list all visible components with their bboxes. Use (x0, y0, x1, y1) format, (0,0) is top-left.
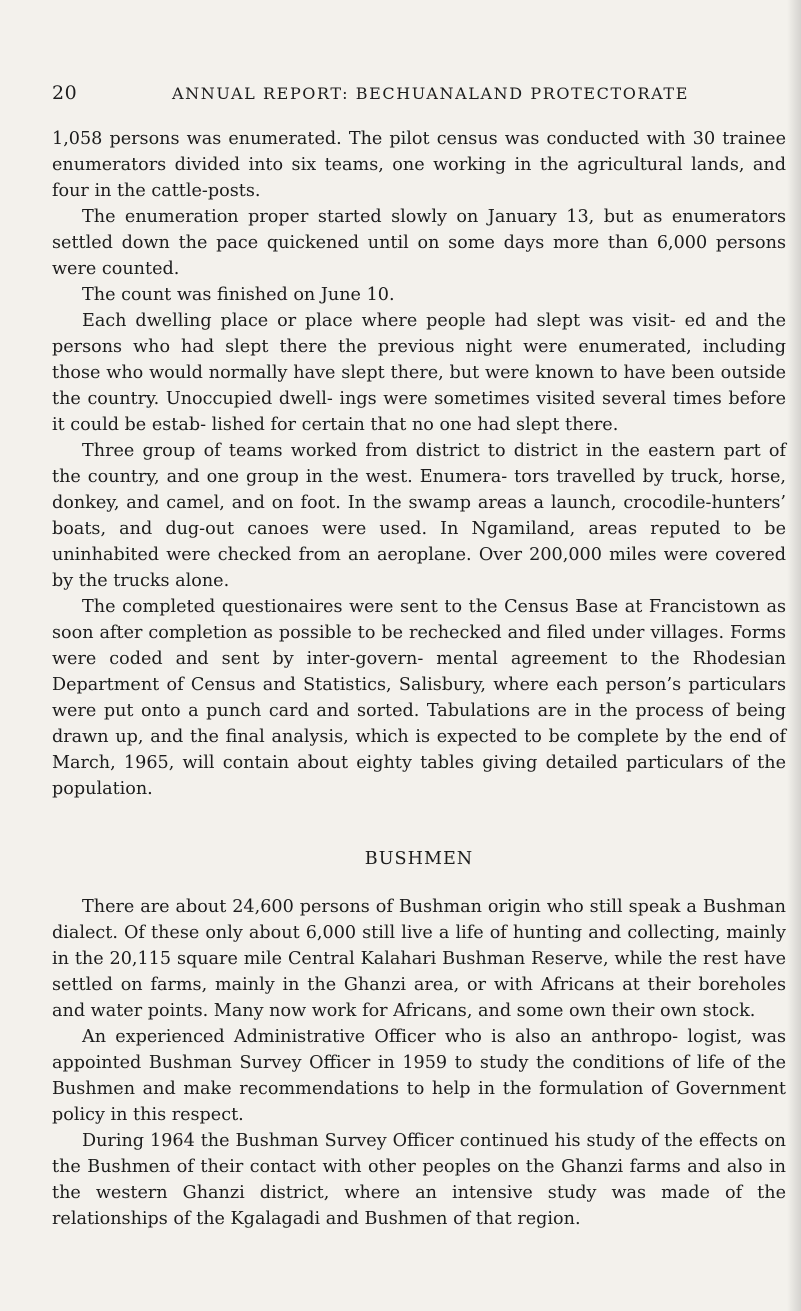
paragraph-continuation: 1,058 persons was enumerated. The pilot census was conducted with 30 trainee enumerators divided into six teams, one working in the agricultural lands, and four in the cattle-posts. (52, 129, 786, 201)
paragraph-bushman-population: There are about 24,600 persons of Bushman origin who still speak a Bushman dialect. Of these only about 6,000 still live a life of hunting and collecting, mainly in the 20,115 square mile Central Kalahari Bushman Reserve, while the rest have settled on farms, mainly in the Ghanzi area, or with Africans at their boreholes and water points. Many now work for Africans, and some own their own stock. (52, 897, 786, 1021)
paragraph-enumeration-proper: The enumeration proper started slowly on January 13, but as enumerators settled down the pace quickened until on some days more than 6,000 persons were counted. (52, 207, 786, 279)
paragraph-questionnaires: The completed questionaires were sent to the Census Base at Francistown as soon after completion as possible to be rechecked and filed under villages. Forms were coded and sent by inter-govern- mental agreement to the Rhodesian Department of Census and Statistics, Salisbury, where each person’s particulars were put onto a punch card and sorted. Tabulations are in the process of being drawn up, and the final analysis, which is expected to be complete by the end of March, 1965, will contain about eighty tables giving detailed particulars of the population. (52, 597, 786, 799)
paragraph-survey-officer: An experienced Administrative Officer who is also an anthropo- logist, was appointed Bushman Survey Officer in 1959 to study the conditions of life of the Bushmen and make recommendations to help in the formulation of Government policy in this respect. (52, 1027, 786, 1125)
paragraph-count-finished: The count was finished on June 10. (82, 285, 395, 305)
page-edge-shadow (787, 0, 801, 1311)
paragraph-dwelling-visits: Each dwelling place or place where people had slept was visit- ed and the persons who had slept there the previous night were enumerated, including those who would normally have slept there, but were known to have been outside the country. Unoccupied dwell- ings were sometimes visited several times before it could be estab- lished for certain that no one had slept there. (52, 311, 786, 435)
page-header (52, 82, 771, 112)
section-heading-bushmen: BUSHMEN (364, 849, 474, 869)
running-title: ANNUAL REPORT: BECHUANALAND PROTECTORATE (172, 84, 689, 103)
paragraph-teams-travel: Three group of teams worked from district to district in the eastern part of the country, and one group in the west. Enumera- tors travelled by truck, horse, donkey, and camel, and on foot. In the swamp areas a launch, crocodile-hunters’ boats, and dug-out canoes were used. In Ngamiland, areas reputed to be uninhabited were checked from an aeroplane. Over 200,000 miles were covered by the trucks alone. (52, 441, 786, 591)
page-number: 20 (52, 82, 78, 104)
paragraph-1964-study: During 1964 the Bushman Survey Officer continued his study of the effects on the Bushmen of their contact with other peoples on the Ghanzi farms and also in the western Ghanzi district, where an intensive study was made of the relationships of the Kgalagadi and Bushmen of that region. (52, 1131, 786, 1229)
body-text (52, 126, 786, 1232)
